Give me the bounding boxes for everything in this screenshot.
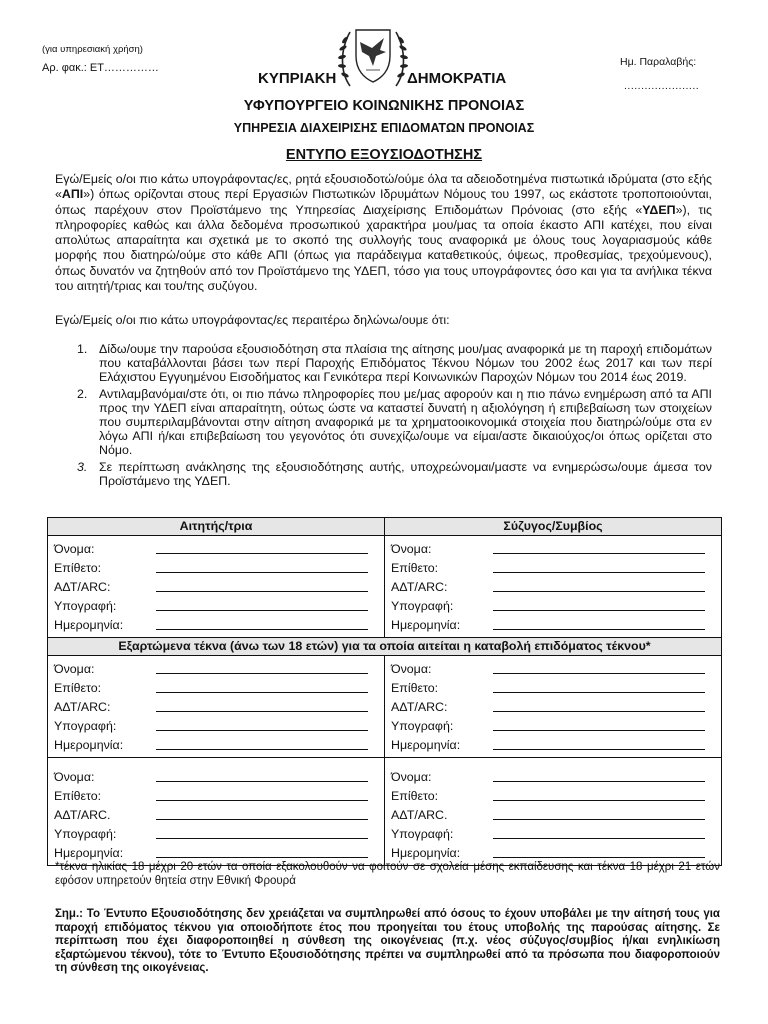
child-fields bbox=[48, 656, 385, 758]
official-use-label: (για υπηρεσιακή χρήση) bbox=[42, 44, 143, 55]
field-label: Επίθετο: bbox=[391, 681, 439, 695]
field-label: Υπογραφή: bbox=[391, 827, 454, 841]
ministry-title: ΥΦΥΠΟΥΡΓΕΙΟ ΚΟΙΝΩΝΙΚΗΣ ΠΡΟΝΟΙΑΣ bbox=[243, 98, 525, 114]
coat-of-arms-icon bbox=[336, 26, 410, 92]
signature-field[interactable] bbox=[156, 730, 368, 731]
date-field[interactable] bbox=[493, 629, 705, 630]
field-label: Επίθετο: bbox=[391, 789, 439, 803]
id-field[interactable] bbox=[493, 591, 705, 592]
field-label: Επίθετο: bbox=[391, 561, 439, 575]
name-field[interactable] bbox=[156, 553, 368, 554]
field-label: Υπογραφή: bbox=[54, 827, 117, 841]
field-label: Επίθετο: bbox=[54, 681, 102, 695]
surname-field[interactable] bbox=[156, 692, 368, 693]
list-item: 2. Αντιλαμβανόμαι/στε ότι, οι πιο πάνω πληροφορίες που με/μας αφορούν και η πιο πάνω ενημέρωση από τα ΑΠΙ προς την ΥΔΕΠ είναι απαραίτητη, ούτως ώστε να καταστεί δυνατή η αξιολόγηση ή επιβεβαίωση των στοιχείων που συμπεριλαμβάνονται στην αίτηση αναφορικά με τα χρηματοοικονομικά στοιχεία που διατηρώ/ούμε στα εν λόγω ΑΠΙ ή/και επιβεβαίωση του γεγονότος ότι συνεχίζω/ουμε να είμαι/αστε δικαιούχος/οι όπως ορίζεται στο Νόμο. bbox=[77, 386, 712, 458]
field-label: Υπογραφή: bbox=[391, 599, 454, 613]
field-label: Ημερομηνία: bbox=[391, 618, 461, 632]
list-item: 3. Σε περίπτωση ανάκλησης της εξουσιοδότησης αυτής, υποχρεώνομαι/μαστε να ενημερώσω/ουμε άμεσα τον Προϊστάμενο της ΥΔΕΠ. bbox=[77, 459, 712, 488]
date-field[interactable] bbox=[156, 749, 368, 750]
republic-title-left: ΚΥΠΡΙΑΚΗ bbox=[258, 70, 337, 87]
field-label: Ημερομηνία: bbox=[54, 738, 124, 752]
field-label: Υπογραφή: bbox=[54, 719, 117, 733]
surname-field[interactable] bbox=[493, 572, 705, 573]
date-field[interactable] bbox=[156, 857, 368, 858]
field-label: Όνομα: bbox=[391, 770, 432, 784]
child-fields bbox=[385, 656, 722, 758]
field-label: Όνομα: bbox=[54, 542, 95, 556]
name-field[interactable] bbox=[493, 553, 705, 554]
field-label: ΑΔΤ/ARC. bbox=[54, 808, 111, 822]
child-fields bbox=[48, 758, 385, 866]
field-label: Επίθετο: bbox=[54, 561, 102, 575]
receipt-date-label: Ημ. Παραλαβής: bbox=[620, 56, 697, 68]
field-label: Ημερομηνία: bbox=[54, 846, 124, 860]
signature-table bbox=[47, 517, 722, 866]
spouse-fields bbox=[385, 536, 722, 638]
field-label: Επίθετο: bbox=[54, 789, 102, 803]
field-label: ΑΔΤ/ARC: bbox=[391, 580, 448, 594]
field-label: ΑΔΤ/ARC: bbox=[54, 580, 111, 594]
receipt-date-dots: ...................... bbox=[624, 80, 700, 92]
children-header: Εξαρτώμενα τέκνα (άνω των 18 ετών) για τα οποία αιτείται η καταβολή επιδόματος τέκνου* bbox=[48, 638, 722, 656]
declaration-list bbox=[55, 342, 712, 490]
name-field[interactable] bbox=[156, 781, 368, 782]
field-label: Όνομα: bbox=[391, 662, 432, 676]
list-item: 1. Δίδω/ουμε την παρούσα εξουσιοδότηση στα πλαίσια της αίτησης μου/μας αναφορικά με τη παροχή επιδομάτων που καταβάλλονται βάσει των περί Παροχής Επιδόματος Τέκνου Νόμων του 2002 έως 2017 και των περί Ελάχιστου Εγγυημένου Εισοδήματος και Γενικότερα περί Κοινωνικών Παροχών Νόμων του 2014 έως 2019. bbox=[77, 342, 712, 385]
applicant-fields bbox=[48, 536, 385, 638]
republic-title-right: ΔΗΜΟΚΡΑΤΙΑ bbox=[407, 70, 507, 87]
field-label: Υπογραφή: bbox=[54, 599, 117, 613]
file-number-label: Αρ. φακ.: ΕΤ…………… bbox=[42, 62, 159, 74]
footnote: *τέκνα ηλικίας 18 μέχρι 20 ετών τα οποία εξακολουθούν να φοιτούν σε σχολεία μέσης εκπαίδευσης και τέκνα 18 μέχρι 21 ετών εφόσον υπηρετούν θητεία στην Εθνική Φρουρά bbox=[55, 861, 720, 887]
signature-field[interactable] bbox=[493, 838, 705, 839]
field-label: Όνομα: bbox=[54, 662, 95, 676]
surname-field[interactable] bbox=[156, 572, 368, 573]
field-label: ΑΔΤ/ARC: bbox=[391, 700, 448, 714]
field-label: Όνομα: bbox=[391, 542, 432, 556]
field-label: Ημερομηνία: bbox=[54, 618, 124, 632]
name-field[interactable] bbox=[156, 673, 368, 674]
applicant-header: Αιτητής/τρια bbox=[48, 518, 385, 536]
name-field[interactable] bbox=[493, 673, 705, 674]
surname-field[interactable] bbox=[493, 800, 705, 801]
authorization-paragraph: Εγώ/Εμείς ο/οι πιο κάτω υπογράφοντας/ες, ρητά εξουσιοδοτώ/ούμε όλα τα αδειοδοτημένα πιστωτικά ιδρύματα (στο εξής «ΑΠΙ») όπως ορίζονται στους περί Εργασιών Πιστωτικών Ιδρυμάτων Νόμους του 1997, ως εκάστοτε τροποποιούνται, όπως παρέχουν στον Προϊστάμενο της Υπηρεσίας Διαχείρισης Επιδομάτων Πρόνοιας (στο εξής «ΥΔΕΠ»), τις πληροφορίες καθώς και άλλα δεδομένα προσωπικού χαρακτήρα μου/μας τα οποία έκαστο ΑΠΙ κατέχει, που είναι απολύτως απαραίτητα και σχετικά με το σκοπό της συλλογής τους αναφορικά με όλους τους λογαριασμούς κάθε μορφής που διατηρώ/ούμε στο κάθε ΑΠΙ (όπως για παράδειγμα καταθετικούς, όψεως, προθεσμίας, τρεχούμενους), όπως δυνατόν να ζητηθούν από τον Προϊστάμενο της ΥΔΕΠ, τόσο για τους υπογράφοντες όσο και για τα ανήλικα τέκνα του αιτητή/τριας και του/της συζύγου. bbox=[55, 172, 712, 294]
id-field[interactable] bbox=[156, 591, 368, 592]
field-label: Όνομα: bbox=[54, 770, 95, 784]
note: Σημ.: Το Έντυπο Εξουσιοδότησης δεν χρειάζεται να συμπληρωθεί από όσους το έχουν υποβάλει με την αίτησή τους για παροχή επιδόματος τέκνου για οποιοδήποτε έτος που προηγείται του έτους υποβολής της παρούσας αίτησης. Σε περίπτωση που έχει διαφοροποιηθεί η σύνθεση της οικογένειας (π.χ. νέος σύζυγος/συμβίος ή/και ενηλικίωση εξαρτώμενου τέκνου), τότε το Έντυπο Εξουσιοδότησης πρέπει να συμπληρωθεί από τα πρόσωπα που διαφοροποιούν τη σύνθεση της οικογένειας. bbox=[55, 908, 720, 974]
signature-field[interactable] bbox=[493, 610, 705, 611]
date-field[interactable] bbox=[493, 857, 705, 858]
signature-field[interactable] bbox=[493, 730, 705, 731]
signature-field[interactable] bbox=[156, 610, 368, 611]
surname-field[interactable] bbox=[156, 800, 368, 801]
field-label: Ημερομηνία: bbox=[391, 846, 461, 860]
surname-field[interactable] bbox=[493, 692, 705, 693]
spouse-header: Σύζυγος/Συμβίος bbox=[385, 518, 722, 536]
field-label: Υπογραφή: bbox=[391, 719, 454, 733]
id-field[interactable] bbox=[156, 819, 368, 820]
date-field[interactable] bbox=[493, 749, 705, 750]
id-field[interactable] bbox=[493, 711, 705, 712]
id-field[interactable] bbox=[493, 819, 705, 820]
signature-field[interactable] bbox=[156, 838, 368, 839]
name-field[interactable] bbox=[493, 781, 705, 782]
field-label: ΑΔΤ/ARC. bbox=[391, 808, 448, 822]
form-title: ΕΝΤΥΠΟ ΕΞΟΥΣΙΟΔΟΤΗΣΗΣ bbox=[285, 147, 483, 163]
date-field[interactable] bbox=[156, 629, 368, 630]
declaration-intro: Εγώ/Εμείς ο/οι πιο κάτω υπογράφοντας/ες περαιτέρω δηλώνω/ουμε ότι: bbox=[55, 313, 450, 327]
child-fields bbox=[385, 758, 722, 866]
id-field[interactable] bbox=[156, 711, 368, 712]
service-title: ΥΠΗΡΕΣΙΑ ΔΙΑΧΕΙΡΙΣΗΣ ΕΠΙΔΟΜΑΤΩΝ ΠΡΟΝΟΙΑΣ bbox=[233, 121, 535, 135]
field-label: ΑΔΤ/ARC: bbox=[54, 700, 111, 714]
field-label: Ημερομηνία: bbox=[391, 738, 461, 752]
